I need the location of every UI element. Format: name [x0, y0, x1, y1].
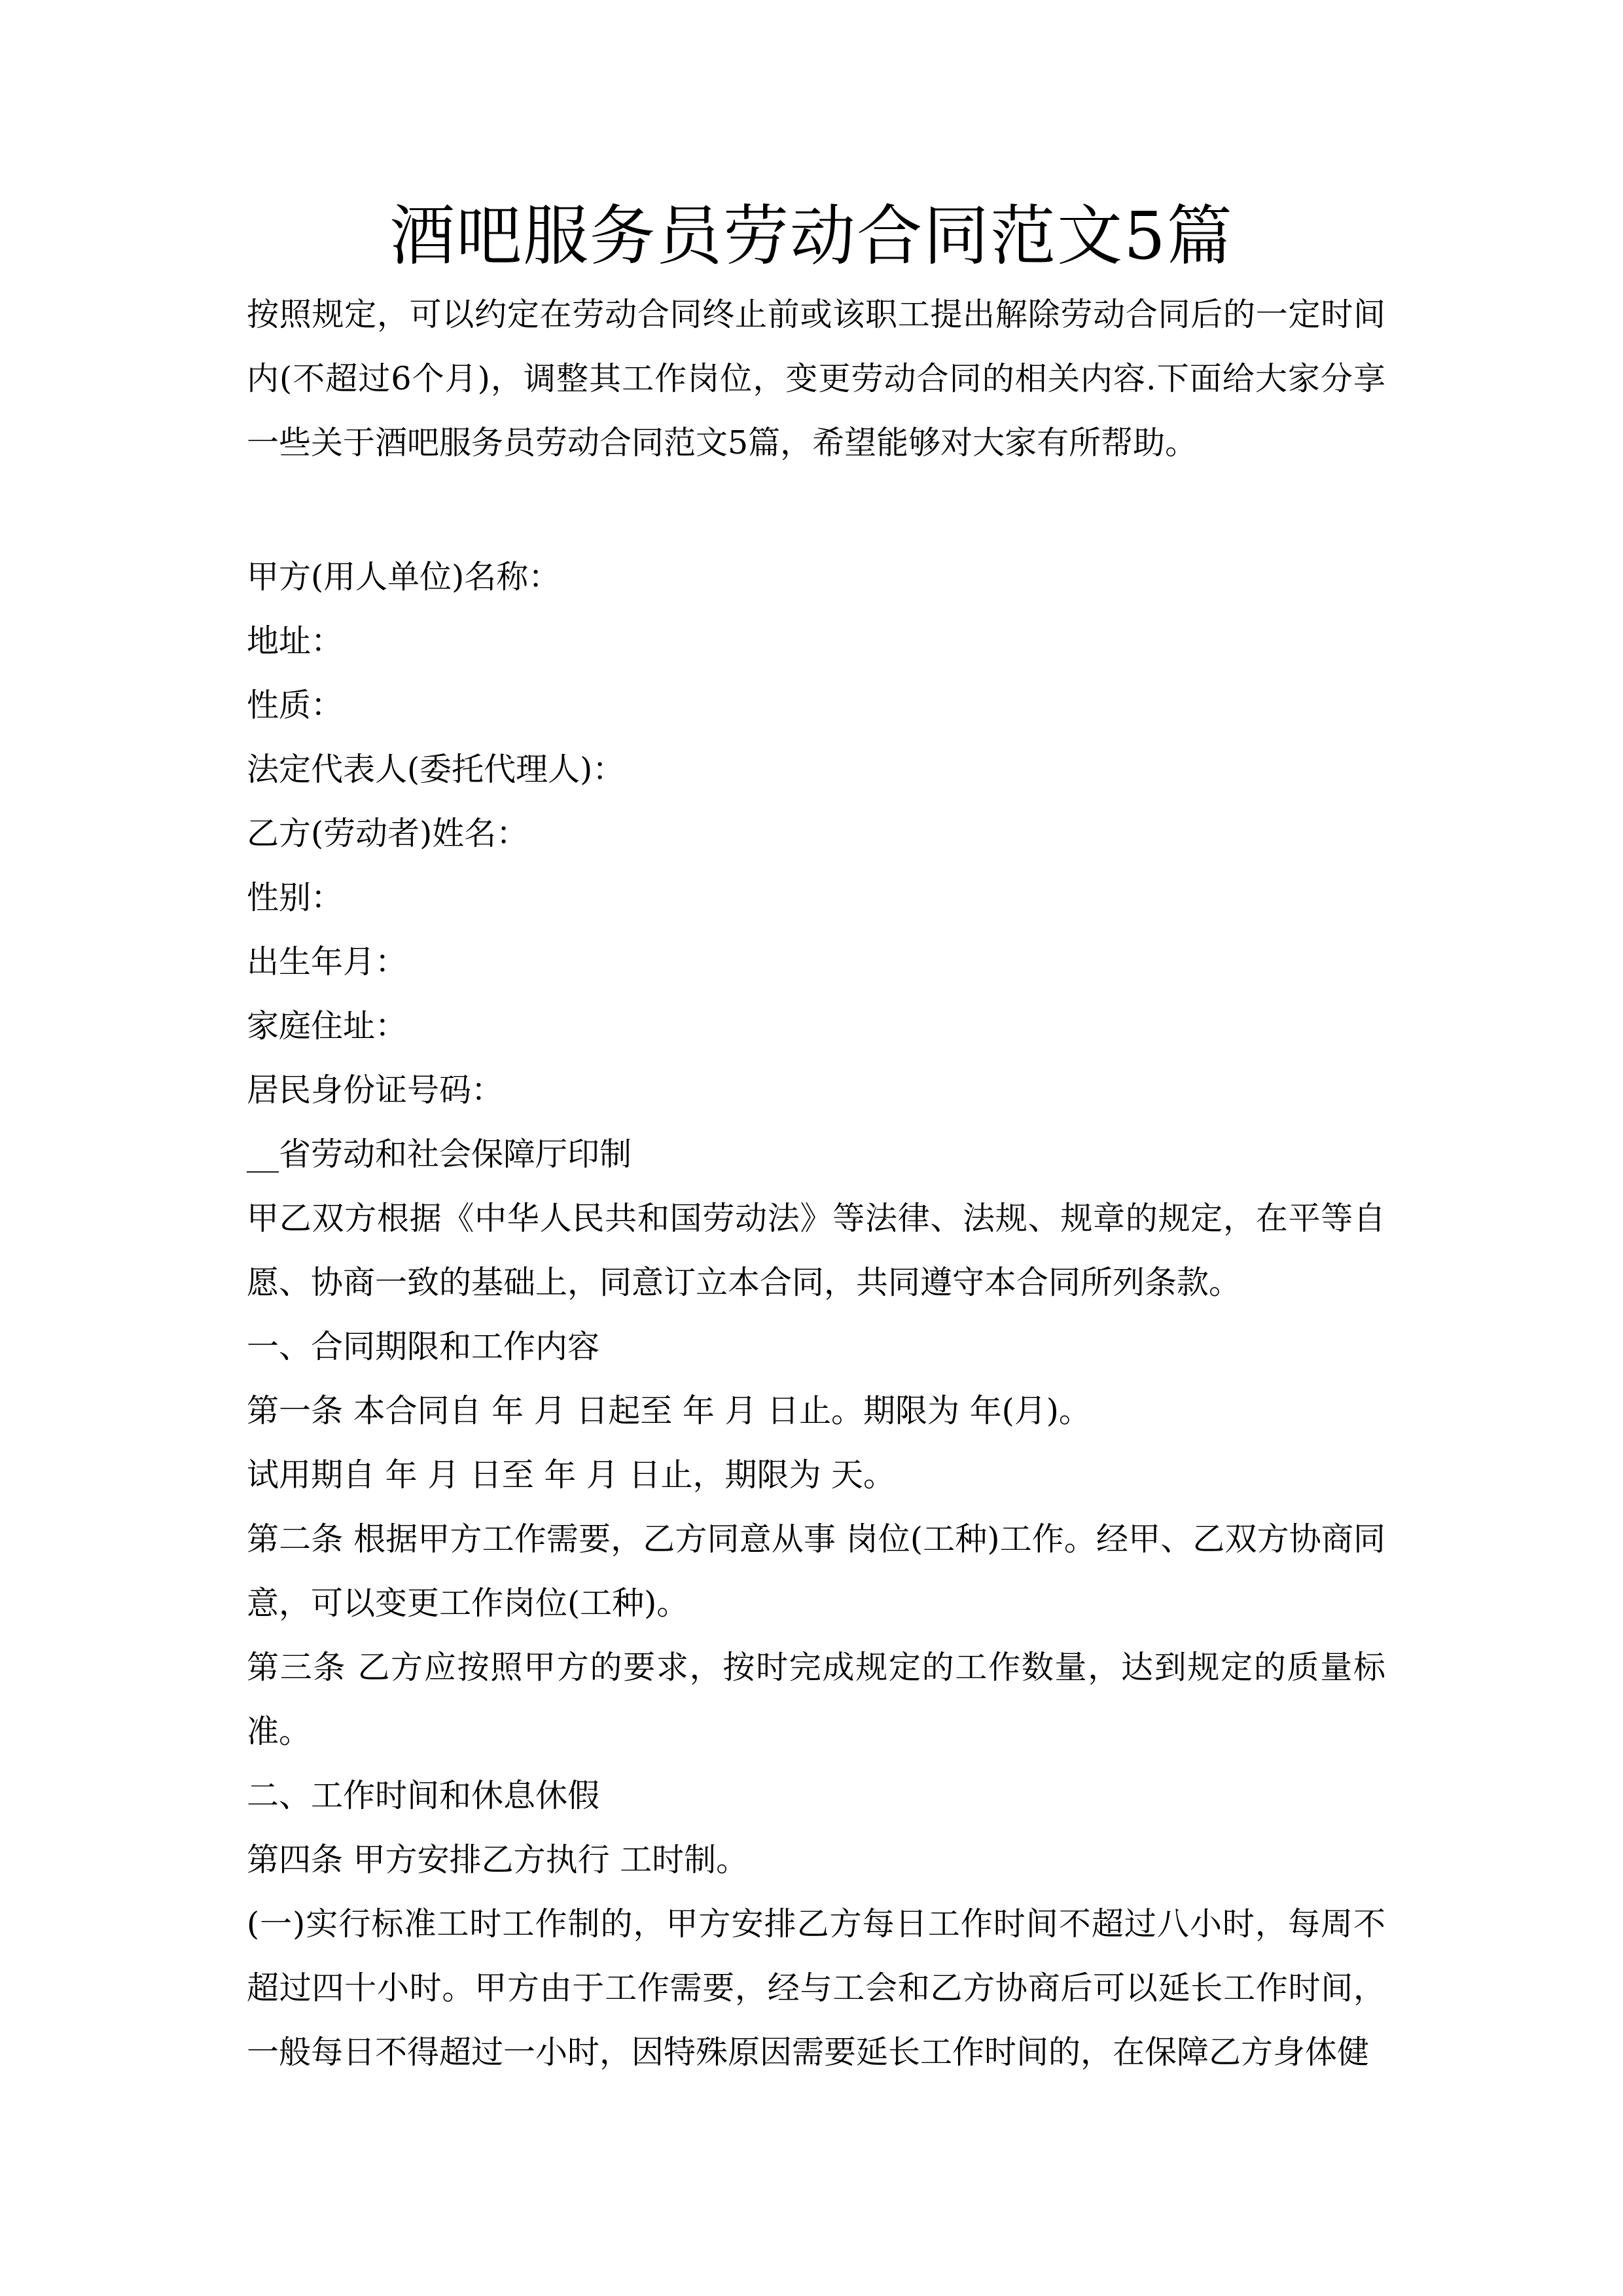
section-heading-term-and-work: 一、合同期限和工作内容 [247, 1328, 600, 1365]
clause-4-1-standard-hours: (一)实行标准工时工作制的，甲方安排乙方每日工作时间不超过八小时，每周不超过四十小时。甲方由于工作需要，经与工会和乙方协商后可以延长工作时间，一般每日不得超过一小时，因特殊原因需要延长工作时间的，在保障乙方身体健 [247, 1905, 1385, 2071]
field-birth-date: 出生年月： [247, 943, 408, 980]
field-home-address: 家庭住址： [247, 1007, 408, 1045]
field-id-number: 居民身份证号码： [247, 1071, 504, 1109]
intro-paragraph: 按照规定，可以约定在劳动合同终止前或该职工提出解除劳动合同后的一定时间内(不超过6个月)，调整其工作岗位，变更劳动合同的相关内容.下面给大家分享一些关于酒吧服务员劳动合同范文5篇，希望能够对大家有所帮助。 [247, 296, 1385, 461]
printed-by-note: __省劳动和社会保障厅印制 [247, 1136, 632, 1173]
document-title: 酒吧服务员劳动合同范文5篇 [389, 198, 1234, 274]
article-3: 第三条 乙方应按照甲方的要求，按时完成规定的工作数量，达到规定的质量标准。 [247, 1649, 1385, 1750]
article-4: 第四条 甲方安排乙方执行 工时制。 [247, 1841, 749, 1878]
article-1: 第一条 本合同自 年 月 日起至 年 月 日止。期限为 年(月)。 [247, 1392, 1091, 1429]
field-nature: 性质： [247, 687, 344, 724]
probation-period: 试用期自 年 月 日至 年 月 日止，期限为 天。 [247, 1456, 896, 1494]
field-gender: 性别： [247, 879, 344, 916]
field-employer-name: 甲方(用人单位)名称： [247, 558, 561, 596]
preamble-paragraph: 甲乙双方根据《中华人民共和国劳动法》等法律、法规、规章的规定，在平等自愿、协商一致的基础上，同意订立本合同，共同遵守本合同所列条款。 [247, 1200, 1385, 1301]
field-legal-representative: 法定代表人(委托代理人)： [247, 751, 625, 788]
field-employee-name: 乙方(劳动者)姓名： [247, 815, 529, 852]
article-2: 第二条 根据甲方工作需要，乙方同意从事 岗位(工种)工作。经甲、乙双方协商同意，可以变更工作岗位(工种)。 [247, 1520, 1385, 1622]
field-address: 地址： [247, 622, 344, 660]
section-heading-working-hours: 二、工作时间和休息休假 [247, 1777, 600, 1814]
